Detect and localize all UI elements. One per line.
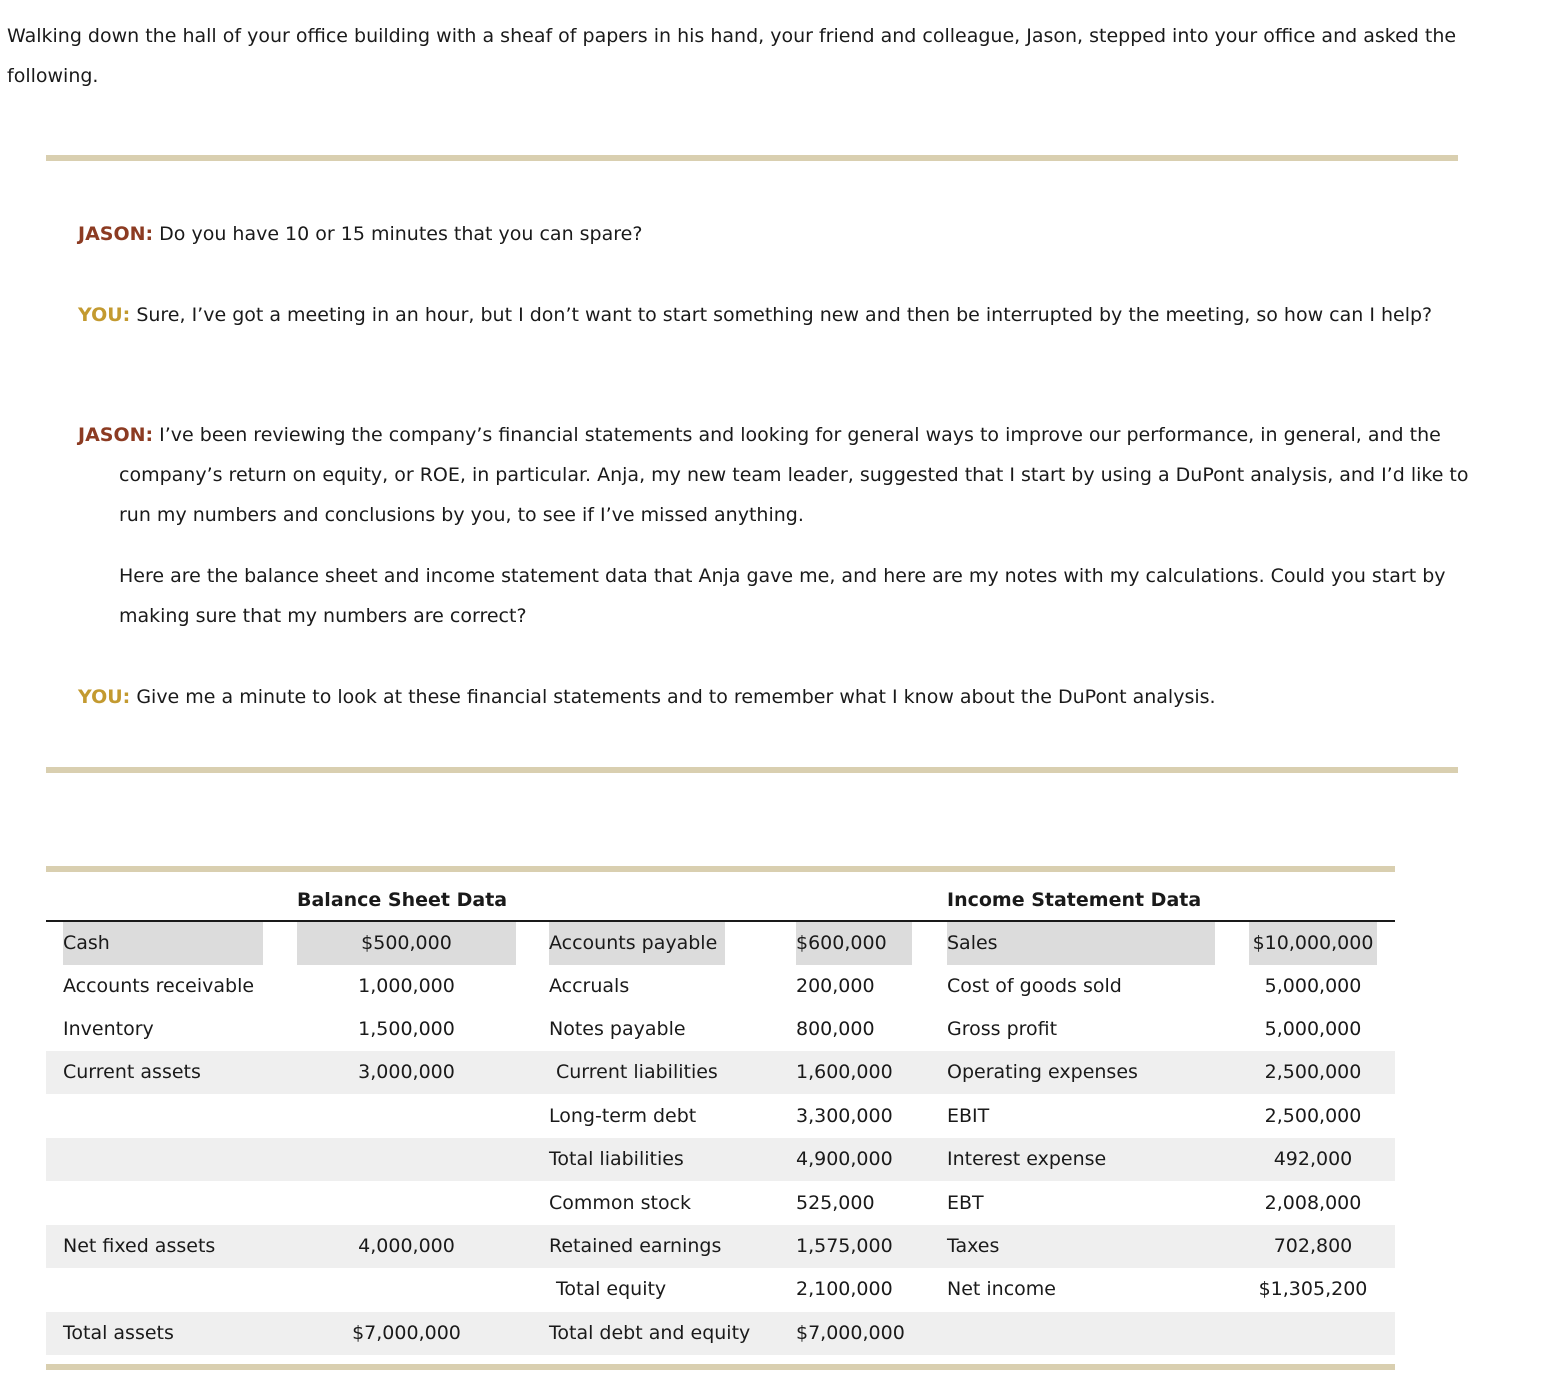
income-value: $1,305,200 <box>1258 1278 1368 1300</box>
table-top-rule <box>46 866 1395 872</box>
table-row <box>46 1268 1395 1311</box>
asset-label: Cash <box>63 922 263 965</box>
income-label: EBT <box>947 1192 984 1214</box>
speaker-jason: JASON: <box>78 424 154 446</box>
dialogue-line-1 <box>78 214 1489 254</box>
asset-label: Accounts receivable <box>63 975 255 997</box>
income-value: 2,008,000 <box>1264 1192 1362 1214</box>
liability-value: 3,300,000 <box>796 1105 893 1127</box>
liability-value: 1,600,000 <box>796 1061 893 1083</box>
top-divider <box>46 155 1458 161</box>
speaker-you: YOU: <box>78 304 131 326</box>
table-row <box>46 922 1395 965</box>
speaker-jason: JASON: <box>78 223 154 245</box>
income-statement-header: Income Statement Data <box>947 889 1202 911</box>
income-label: Net income <box>947 1278 1056 1300</box>
income-value: 5,000,000 <box>1264 975 1362 997</box>
dialogue-text: I’ve been reviewing the company’s financial statements and looking for general ways to improve our performance, in general, and the company’s return on equity, or ROE, in particular. Anja, my new team leader, suggested that I start by using a DuPont analysis, and I’d like to run my numbers and conclusions by you, to see if I’ve missed anything. <box>119 424 1469 526</box>
asset-value: 1,500,000 <box>358 1018 455 1040</box>
liability-value: 2,100,000 <box>796 1278 893 1300</box>
income-label: Operating expenses <box>947 1061 1138 1083</box>
income-label: Cost of goods sold <box>947 975 1122 997</box>
income-value: 492,000 <box>1273 1148 1353 1170</box>
income-label: Gross profit <box>947 1018 1058 1040</box>
liability-value: $600,000 <box>796 922 912 965</box>
asset-value: $500,000 <box>297 922 516 965</box>
table-row <box>46 965 1395 1008</box>
income-label: Sales <box>947 922 1215 965</box>
asset-value: 4,000,000 <box>358 1235 455 1257</box>
liability-label: Accruals <box>549 975 630 997</box>
intro-paragraph: Walking down the hall of your office building with a sheaf of papers in his hand, your friend and colleague, Jason, stepped into your office and asked the following. <box>7 25 1457 87</box>
liability-label: Retained earnings <box>549 1235 722 1257</box>
table-row <box>46 1138 1395 1181</box>
table-row <box>46 1051 1395 1094</box>
table-row <box>46 1312 1395 1355</box>
dialogue-line-3 <box>78 415 1489 535</box>
speaker-you: YOU: <box>78 686 131 708</box>
income-value: 2,500,000 <box>1264 1105 1362 1127</box>
liability-value: 200,000 <box>796 975 875 997</box>
dialogue-text: Do you have 10 or 15 minutes that you can spare? <box>159 223 643 245</box>
income-value: 702,800 <box>1273 1235 1353 1257</box>
liability-label: Long-term debt <box>549 1105 697 1127</box>
asset-label: Inventory <box>63 1018 154 1040</box>
balance-sheet-header: Balance Sheet Data <box>297 889 508 911</box>
income-label: EBIT <box>947 1105 990 1127</box>
dialogue-line-4 <box>119 556 1449 636</box>
income-value: $10,000,000 <box>1249 922 1377 965</box>
asset-label: Net fixed assets <box>63 1235 216 1257</box>
asset-value: 1,000,000 <box>358 975 455 997</box>
liability-label: Accounts payable <box>549 922 725 965</box>
liability-value: $7,000,000 <box>796 1322 905 1344</box>
liability-label: Current liabilities <box>556 1061 718 1083</box>
liability-value: 800,000 <box>796 1018 875 1040</box>
liability-label: Common stock <box>549 1192 692 1214</box>
liability-value: 1,575,000 <box>796 1235 893 1257</box>
liability-value: 525,000 <box>796 1192 875 1214</box>
liability-label: Total debt and equity <box>549 1322 751 1344</box>
dialogue-text: Give me a minute to look at these financial statements and to remember what I know about the DuPont analysis. <box>136 686 1216 708</box>
asset-label: Current assets <box>63 1061 201 1083</box>
dialogue-line-2 <box>78 295 1489 335</box>
income-value: 2,500,000 <box>1264 1061 1362 1083</box>
liability-label: Total liabilities <box>549 1148 684 1170</box>
liability-label: Notes payable <box>549 1018 686 1040</box>
table-row <box>46 1225 1395 1268</box>
income-label: Interest expense <box>947 1148 1107 1170</box>
table-bottom-rule <box>46 1364 1395 1370</box>
liability-value: 4,900,000 <box>796 1148 893 1170</box>
income-value: 5,000,000 <box>1264 1018 1362 1040</box>
table-row <box>46 1182 1395 1225</box>
asset-value: 3,000,000 <box>358 1061 455 1083</box>
dialogue-text: Sure, I’ve got a meeting in an hour, but I don’t want to start something new and then be interrupted by the meeting, so how can I help? <box>136 304 1433 326</box>
dialogue-line-5 <box>78 677 1489 717</box>
income-label: Taxes <box>947 1235 1000 1257</box>
table-row <box>46 1095 1395 1138</box>
asset-label: Total assets <box>63 1322 174 1344</box>
dialogue-text: Here are the balance sheet and income statement data that Anja gave me, and here are my notes with my calculations. Could you start by making sure that my numbers are correct? <box>119 565 1446 627</box>
bottom-divider <box>46 767 1458 773</box>
asset-value: $7,000,000 <box>352 1322 461 1344</box>
table-row <box>46 1008 1395 1051</box>
liability-label: Total equity <box>556 1278 667 1300</box>
